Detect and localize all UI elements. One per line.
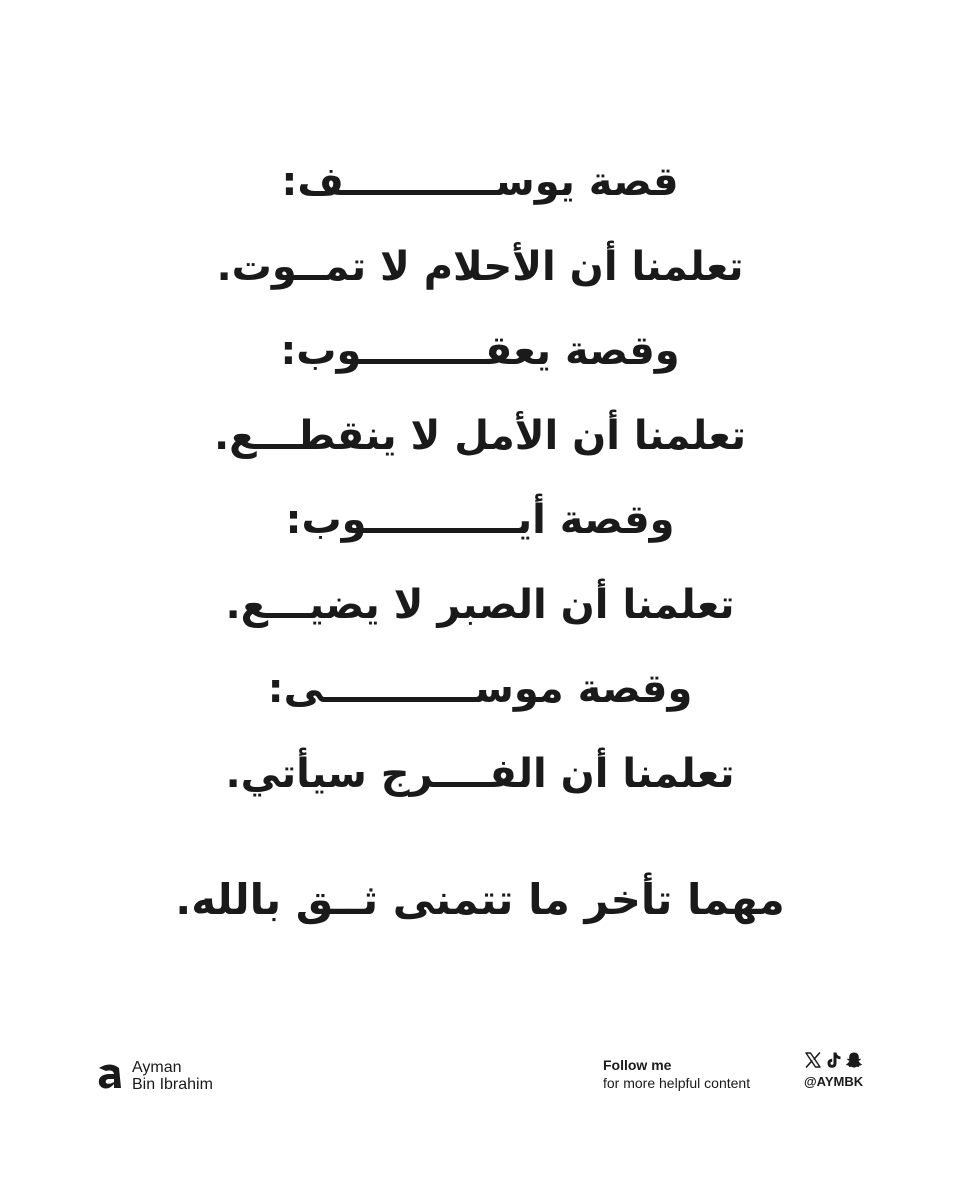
poem [0,140,960,816]
brand-name-line2: Bin Ibrahim [132,1076,213,1093]
social-icons [804,1050,863,1070]
closing-line: مهما تأخر ما تتمنى ثــق بالله. [175,875,785,924]
poem-line: تعلمنا أن الفــــرج سيأتي. [225,750,735,797]
brand-a-logo-icon [96,1062,124,1090]
follow-title: Follow me [603,1057,672,1073]
follow-callout [603,1056,750,1092]
poem-line: قصة يوســـــــــــف: [281,159,679,205]
poem-line: وقصة أيـــــــــــوب: [285,497,675,543]
brand [96,1058,213,1094]
brand-name [132,1059,213,1093]
poem-line: تعلمنا أن الأحلام لا تمــوت. [216,243,744,290]
poem-line: وقصة موســـــــــــى: [267,666,693,712]
follow-subtitle: for more helpful content [603,1075,751,1091]
brand-name-line1: Ayman [132,1059,182,1076]
poem-line: تعلمنا أن الأمل لا ينقطـــع. [213,412,747,459]
poem-line: تعلمنا أن الصبر لا يضيـــع. [225,581,735,628]
tiktok-icon[interactable] [825,1051,842,1069]
poem-line: وقصة يعقـــــــــوب: [280,328,680,374]
x-icon[interactable] [804,1051,822,1069]
social-handle[interactable]: @AYMBK [804,1074,864,1089]
snapchat-icon[interactable] [845,1051,863,1069]
social-links [804,1050,863,1090]
